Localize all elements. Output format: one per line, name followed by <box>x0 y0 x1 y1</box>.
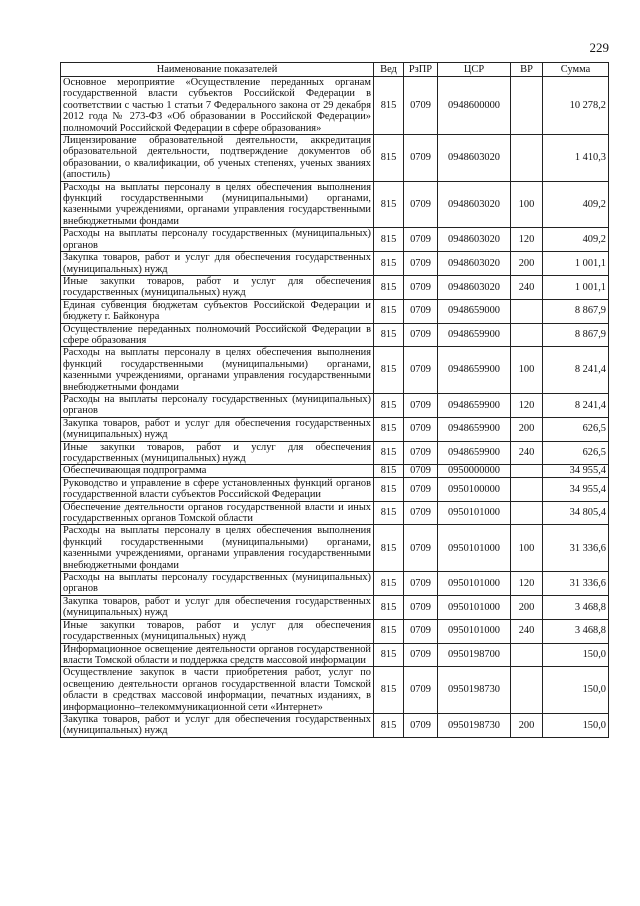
row-ved: 815 <box>374 299 404 323</box>
row-name: Расходы на выплаты персоналу в целях обеспечения выполнения функций государственными (муниципальными) органами, казенными учреждениями, органами управления государственными внебюджетными фондами <box>61 347 374 394</box>
header-row <box>61 63 609 77</box>
row-vr <box>511 501 543 525</box>
row-sum: 31 336,6 <box>543 572 609 596</box>
row-ved: 815 <box>374 228 404 252</box>
row-name: Иные закупки товаров, работ и услуг для обеспечения государственных (муниципальных) нужд <box>61 441 374 465</box>
row-ved: 815 <box>374 501 404 525</box>
row-rzpr: 0709 <box>404 619 438 643</box>
page-number: 229 <box>589 40 609 55</box>
row-rzpr: 0709 <box>404 667 438 714</box>
row-sum: 34 955,4 <box>543 477 609 501</box>
row-vr <box>511 323 543 347</box>
row-vr <box>511 477 543 501</box>
row-vr: 100 <box>511 525 543 572</box>
row-name: Руководство и управление в сфере установленных функций органов государственной власти субъектов Российской Федерации <box>61 477 374 501</box>
row-rzpr: 0709 <box>404 501 438 525</box>
row-name: Иные закупки товаров, работ и услуг для обеспечения государственных (муниципальных) нужд <box>61 619 374 643</box>
row-vr <box>511 667 543 714</box>
table-row <box>61 619 609 643</box>
row-vr: 240 <box>511 619 543 643</box>
row-rzpr: 0709 <box>404 595 438 619</box>
table-row <box>61 595 609 619</box>
row-csr: 0948659900 <box>438 417 511 441</box>
row-name: Осуществление переданных полномочий Российской Федерации в сфере образования <box>61 323 374 347</box>
row-csr: 0948659900 <box>438 347 511 394</box>
row-vr <box>511 135 543 182</box>
row-csr: 0948603020 <box>438 252 511 276</box>
row-sum: 626,5 <box>543 441 609 465</box>
row-csr: 0948659000 <box>438 299 511 323</box>
row-csr: 0948603020 <box>438 228 511 252</box>
row-sum: 8 867,9 <box>543 323 609 347</box>
row-csr: 0950198700 <box>438 643 511 667</box>
row-csr: 0950101000 <box>438 501 511 525</box>
row-name: Расходы на выплаты персоналу в целях обеспечения выполнения функций государственными (муниципальными) органами, казенными учреждениями, органами управления государственными внебюджетными фондами <box>61 181 374 228</box>
row-vr <box>511 299 543 323</box>
table-row <box>61 713 609 737</box>
row-vr <box>511 643 543 667</box>
row-csr: 0950101000 <box>438 595 511 619</box>
row-ved: 815 <box>374 643 404 667</box>
row-rzpr: 0709 <box>404 347 438 394</box>
row-name: Единая субвенция бюджетам субъектов Российской Федерации и бюджету г. Байконура <box>61 299 374 323</box>
row-rzpr: 0709 <box>404 477 438 501</box>
row-rzpr: 0709 <box>404 299 438 323</box>
row-sum: 3 468,8 <box>543 619 609 643</box>
row-vr: 100 <box>511 347 543 394</box>
row-ved: 815 <box>374 323 404 347</box>
row-sum: 1 001,1 <box>543 275 609 299</box>
row-vr: 200 <box>511 417 543 441</box>
row-ved: 815 <box>374 393 404 417</box>
row-csr: 0950101000 <box>438 619 511 643</box>
row-vr: 200 <box>511 595 543 619</box>
row-sum: 1 410,3 <box>543 135 609 182</box>
row-vr: 200 <box>511 713 543 737</box>
table-row <box>61 643 609 667</box>
row-rzpr: 0709 <box>404 135 438 182</box>
table-row <box>61 465 609 477</box>
row-name: Осуществление закупок в части приобретения работ, услуг по освещению деятельности органов государственной власти Томской области в средствах массовой информации, печатных изданиях, в информационно–телекоммуникационной сети «Интернет» <box>61 667 374 714</box>
row-ved: 815 <box>374 77 404 135</box>
row-rzpr: 0709 <box>404 713 438 737</box>
row-sum: 8 241,4 <box>543 347 609 394</box>
table-body <box>61 77 609 738</box>
row-vr: 240 <box>511 275 543 299</box>
row-name: Обеспечивающая подпрограмма <box>61 465 374 477</box>
row-rzpr: 0709 <box>404 465 438 477</box>
table-row <box>61 477 609 501</box>
row-name: Расходы на выплаты персоналу государственных (муниципальных) органов <box>61 228 374 252</box>
row-rzpr: 0709 <box>404 643 438 667</box>
table-row <box>61 299 609 323</box>
row-sum: 8 867,9 <box>543 299 609 323</box>
table-row <box>61 501 609 525</box>
row-sum: 8 241,4 <box>543 393 609 417</box>
row-csr: 0950198730 <box>438 667 511 714</box>
row-rzpr: 0709 <box>404 572 438 596</box>
row-vr: 240 <box>511 441 543 465</box>
row-sum: 1 001,1 <box>543 252 609 276</box>
row-csr: 0950100000 <box>438 477 511 501</box>
row-name: Расходы на выплаты персоналу государственных (муниципальных) органов <box>61 572 374 596</box>
row-rzpr: 0709 <box>404 323 438 347</box>
row-sum: 34 805,4 <box>543 501 609 525</box>
row-ved: 815 <box>374 181 404 228</box>
row-name: Расходы на выплаты персоналу в целях обеспечения выполнения функций государственными (муниципальными) органами, казенными учреждениями, органами управления государственными внебюджетными фондами <box>61 525 374 572</box>
row-vr: 120 <box>511 572 543 596</box>
table-row <box>61 441 609 465</box>
header-rzpr: РзПР <box>404 63 438 77</box>
table-row <box>61 252 609 276</box>
row-sum: 3 468,8 <box>543 595 609 619</box>
row-csr: 0948659900 <box>438 393 511 417</box>
row-name: Основное мероприятие «Осуществление переданных органам государственной власти субъектов Российской Федерации в соответствии с частью 1 статьи 7 Федерального закона от 29 декабря 2012 года № 273-ФЗ «Об образовании в Российской Федерации» полномочий Российской Федерации в сфере образования» <box>61 77 374 135</box>
row-csr: 0948603020 <box>438 275 511 299</box>
row-rzpr: 0709 <box>404 393 438 417</box>
header-vr: ВР <box>511 63 543 77</box>
row-rzpr: 0709 <box>404 252 438 276</box>
row-csr: 0948659900 <box>438 441 511 465</box>
row-ved: 815 <box>374 619 404 643</box>
row-sum: 409,2 <box>543 228 609 252</box>
row-sum: 626,5 <box>543 417 609 441</box>
header-name: Наименование показателей <box>61 63 374 77</box>
row-name: Закупка товаров, работ и услуг для обеспечения государственных (муниципальных) нужд <box>61 595 374 619</box>
row-sum: 34 955,4 <box>543 465 609 477</box>
table-row <box>61 323 609 347</box>
row-ved: 815 <box>374 275 404 299</box>
row-vr: 200 <box>511 252 543 276</box>
row-ved: 815 <box>374 525 404 572</box>
row-ved: 815 <box>374 252 404 276</box>
row-name: Расходы на выплаты персоналу государственных (муниципальных) органов <box>61 393 374 417</box>
row-name: Лицензирование образовательной деятельности, аккредитация образовательной деятельности, подтверждение документов об образовании, о квалификации, об ученых степенях, ученых званиях (апостиль) <box>61 135 374 182</box>
table-row <box>61 228 609 252</box>
table-header <box>61 63 609 77</box>
table-row <box>61 181 609 228</box>
row-ved: 815 <box>374 465 404 477</box>
row-name: Закупка товаров, работ и услуг для обеспечения государственных (муниципальных) нужд <box>61 713 374 737</box>
row-rzpr: 0709 <box>404 525 438 572</box>
table-row <box>61 393 609 417</box>
row-csr: 0950101000 <box>438 525 511 572</box>
table-row <box>61 275 609 299</box>
table-row <box>61 347 609 394</box>
row-name: Закупка товаров, работ и услуг для обеспечения государственных (муниципальных) нужд <box>61 417 374 441</box>
row-rzpr: 0709 <box>404 181 438 228</box>
row-sum: 409,2 <box>543 181 609 228</box>
row-ved: 815 <box>374 135 404 182</box>
row-vr <box>511 465 543 477</box>
row-csr: 0950198730 <box>438 713 511 737</box>
row-rzpr: 0709 <box>404 77 438 135</box>
row-ved: 815 <box>374 572 404 596</box>
row-sum: 31 336,6 <box>543 525 609 572</box>
table-row <box>61 135 609 182</box>
row-rzpr: 0709 <box>404 417 438 441</box>
row-ved: 815 <box>374 713 404 737</box>
row-name: Закупка товаров, работ и услуг для обеспечения государственных (муниципальных) нужд <box>61 252 374 276</box>
row-name: Информационное освещение деятельности органов государственной власти Томской области и поддержка средств массовой информации <box>61 643 374 667</box>
header-sum: Сумма <box>543 63 609 77</box>
row-ved: 815 <box>374 595 404 619</box>
row-vr <box>511 77 543 135</box>
row-sum: 150,0 <box>543 643 609 667</box>
row-ved: 815 <box>374 347 404 394</box>
row-csr: 0948603020 <box>438 181 511 228</box>
table-row <box>61 417 609 441</box>
row-csr: 0950000000 <box>438 465 511 477</box>
row-vr: 120 <box>511 228 543 252</box>
row-name: Обеспечение деятельности органов государственной власти и иных государственных органов Томской области <box>61 501 374 525</box>
row-vr: 120 <box>511 393 543 417</box>
row-ved: 815 <box>374 477 404 501</box>
row-ved: 815 <box>374 441 404 465</box>
budget-table <box>60 62 609 738</box>
row-sum: 10 278,2 <box>543 77 609 135</box>
table-row <box>61 572 609 596</box>
row-rzpr: 0709 <box>404 275 438 299</box>
row-rzpr: 0709 <box>404 228 438 252</box>
table-row <box>61 525 609 572</box>
row-csr: 0948659900 <box>438 323 511 347</box>
row-name: Иные закупки товаров, работ и услуг для обеспечения государственных (муниципальных) нужд <box>61 275 374 299</box>
row-csr: 0950101000 <box>438 572 511 596</box>
header-ved: Вед <box>374 63 404 77</box>
table-row <box>61 667 609 714</box>
row-ved: 815 <box>374 667 404 714</box>
row-vr: 100 <box>511 181 543 228</box>
row-ved: 815 <box>374 417 404 441</box>
row-sum: 150,0 <box>543 667 609 714</box>
row-csr: 0948600000 <box>438 77 511 135</box>
row-sum: 150,0 <box>543 713 609 737</box>
row-csr: 0948603020 <box>438 135 511 182</box>
row-rzpr: 0709 <box>404 441 438 465</box>
header-csr: ЦСР <box>438 63 511 77</box>
table-row <box>61 77 609 135</box>
